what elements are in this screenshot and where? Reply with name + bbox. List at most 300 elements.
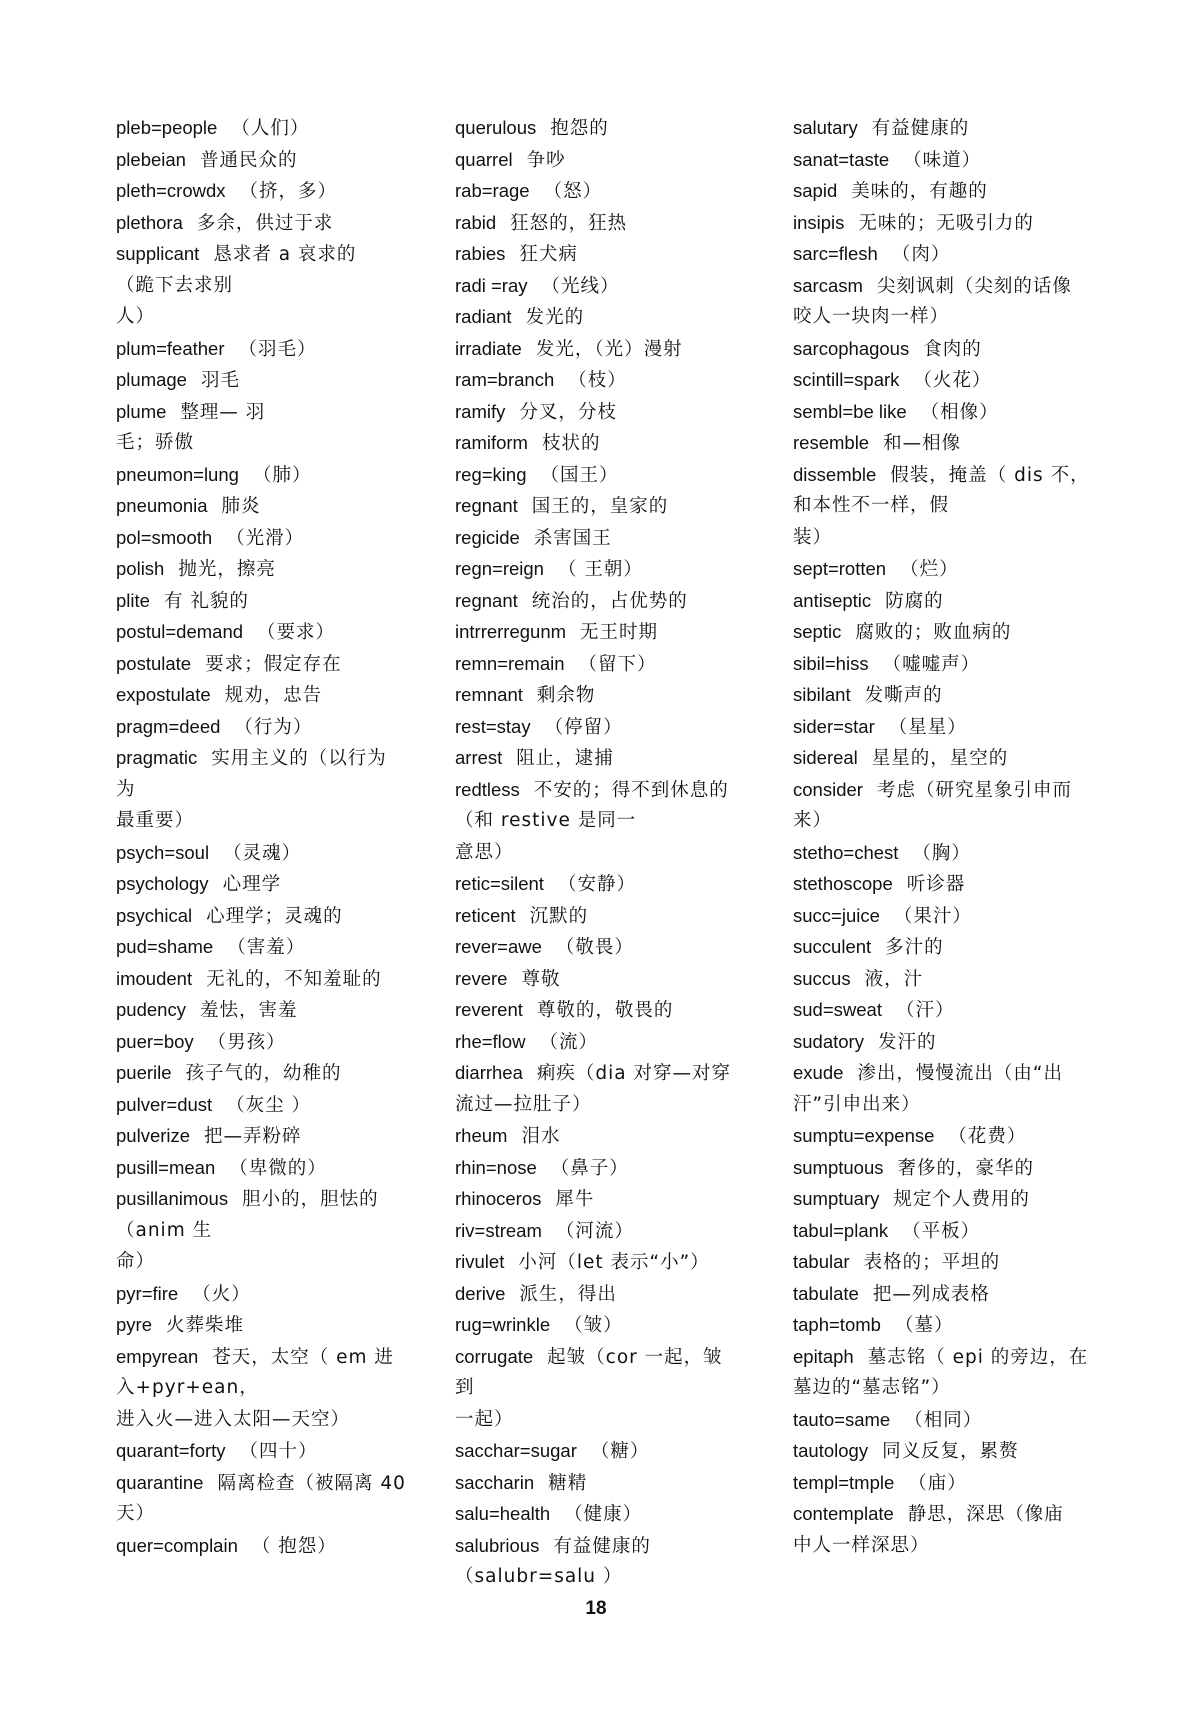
vocab-entry [793, 1183, 1103, 1215]
entry-meaning: 狂犬病 [519, 244, 578, 265]
vocab-entry [116, 1057, 426, 1089]
entry-meaning: 把—列成表格 [872, 1283, 990, 1305]
vocab-entry-continuation [455, 1404, 765, 1436]
vocab-entry [116, 1467, 426, 1499]
vocab-entry [455, 1530, 765, 1562]
entry-meaning: 小河（let 表示“小”） [518, 1252, 710, 1273]
entry-meaning: （停留） [544, 716, 623, 738]
entry-meaning: 统治的，占优势的 [531, 590, 688, 612]
vocab-entry [793, 1498, 1103, 1530]
vocab-entry [793, 616, 1103, 648]
entry-meaning: 羽毛 [200, 370, 240, 391]
entry-word: exude [793, 1062, 844, 1083]
entry-meaning: （跪下去求别 [116, 274, 234, 296]
entry-meaning: 发汗的 [877, 1031, 937, 1053]
entry-word: succus [793, 967, 851, 989]
entry-meaning: （羽毛） [238, 338, 317, 360]
entry-meaning: （光滑） [226, 527, 305, 549]
entry-word: pragmatic [116, 747, 198, 768]
entry-meaning: 中人一样深思） [793, 1534, 930, 1556]
entry-meaning: （男孩） [207, 1031, 286, 1053]
entry-word: radi =ray [455, 274, 528, 296]
entry-word: quarant=forty [116, 1440, 226, 1461]
entry-meaning: （花费） [948, 1126, 1027, 1147]
vocab-entry [455, 1152, 765, 1184]
vocab-entry [455, 333, 765, 365]
entry-meaning: 火葬柴堆 [166, 1315, 245, 1336]
entry-meaning: 进入火—进入太阳—天空） [116, 1408, 351, 1430]
vocab-entry [793, 994, 1103, 1026]
vocab-entry [455, 1246, 765, 1278]
entry-word: sarcophagous [793, 337, 910, 359]
entry-word: revere [455, 967, 508, 989]
entry-meaning: （国王） [540, 464, 619, 486]
vocab-entry [455, 364, 765, 396]
vocab-entry [793, 585, 1103, 617]
entry-meaning: 分叉，分枝 [519, 401, 617, 423]
entry-word: rest=stay [455, 715, 531, 737]
vocab-entry [793, 1120, 1103, 1152]
vocab-entry [455, 1278, 765, 1310]
entry-meaning: 实用主义的（以行为 [211, 748, 387, 769]
entry-meaning: 痢疾（dia 对穿—对穿 [536, 1063, 731, 1084]
entry-meaning: 一起） [455, 1408, 514, 1430]
entry-word: salubrious [455, 1534, 540, 1556]
vocab-entry [116, 742, 426, 774]
page-number: 18 [585, 1598, 607, 1619]
entry-word: sumptuary [793, 1188, 880, 1209]
entry-meaning: 糖精 [548, 1472, 588, 1494]
entry-meaning: （皱） [564, 1315, 623, 1336]
vocab-entry-continuation [793, 301, 1103, 333]
entry-word: dissemble [793, 463, 877, 485]
vocab-entry-continuation [116, 805, 426, 837]
entry-word: sanat=taste [793, 148, 890, 170]
vocab-entry [455, 1309, 765, 1341]
vocab-entry [455, 900, 765, 932]
entry-meaning: 剩余物 [536, 685, 596, 706]
entry-word: pneumonia [116, 495, 208, 516]
entry-meaning: 防腐的 [885, 590, 944, 612]
entry-word: corrugate [455, 1345, 534, 1367]
vocab-entry [116, 994, 426, 1026]
entry-word: consider [793, 778, 863, 800]
vocab-entry [793, 207, 1103, 239]
vocab-entry [455, 1435, 765, 1467]
entry-word: querulous [455, 117, 537, 138]
entry-meaning: 毛；骄傲 [116, 432, 195, 453]
vocab-entry-continuation [116, 427, 426, 459]
entry-meaning: 入+pyr+ean， [116, 1377, 259, 1398]
entry-meaning: 流过—拉肚子） [455, 1093, 592, 1115]
vocab-entry [793, 1152, 1103, 1184]
vocab-entry [116, 963, 426, 995]
entry-word: pol=smooth [116, 526, 213, 548]
vocab-entry [116, 616, 426, 648]
vocab-entry-continuation [455, 1372, 765, 1404]
entry-word: pusill=mean [116, 1156, 216, 1178]
entry-word: regicide [455, 526, 520, 548]
vocab-entry [455, 868, 765, 900]
vocab-entry [116, 648, 426, 680]
entry-word: epitaph [793, 1345, 854, 1367]
entry-word: pyr=fire [116, 1282, 179, 1304]
entry-meaning: （味道） [903, 149, 982, 171]
vocab-entry [116, 207, 426, 239]
entry-meaning: 天） [116, 1503, 156, 1524]
entry-word: puer=boy [116, 1030, 194, 1052]
vocab-entry [116, 175, 426, 207]
vocab-entry [793, 175, 1103, 207]
entry-word: salutary [793, 117, 858, 138]
entry-meaning: 发光的 [525, 307, 585, 328]
vocab-entry-continuation [116, 1246, 426, 1278]
entry-word: saccharin [455, 1471, 535, 1493]
entry-word: pragm=deed [116, 715, 221, 737]
entry-meaning: 规劝，忠告 [224, 685, 323, 706]
entry-meaning: （敬畏） [555, 937, 634, 958]
entry-word: regn=reign [455, 558, 544, 579]
vocab-entry [116, 459, 426, 491]
entry-word: succulent [793, 936, 872, 957]
entry-word: radiant [455, 306, 512, 327]
entry-word: arrest [455, 747, 503, 768]
entry-meaning: （胸） [912, 842, 971, 864]
entry-word: septic [793, 621, 842, 642]
vocab-entry [455, 963, 765, 995]
entry-word: succ=juice [793, 904, 880, 926]
entry-meaning: 有益健康的 [871, 118, 970, 139]
vocab-entry [793, 1341, 1103, 1373]
entry-word: sapid [793, 180, 838, 201]
entry-meaning: （相同） [904, 1409, 983, 1431]
vocab-entry [793, 1467, 1103, 1499]
entry-word: empyrean [116, 1345, 199, 1367]
entry-meaning: 无王时期 [580, 622, 659, 643]
entry-meaning: 尊敬的，敬畏的 [536, 1000, 674, 1021]
entry-word: pudency [116, 999, 186, 1020]
entry-meaning: 无礼的，不知羞耻的 [206, 968, 382, 990]
vocab-entry [455, 459, 765, 491]
vocab-entry [455, 1215, 765, 1247]
entry-word: sudatory [793, 1030, 864, 1052]
entry-meaning: （salubr=salu ） [455, 1566, 623, 1587]
entry-meaning: 杀害国王 [533, 527, 612, 549]
entry-meaning: 心理学 [222, 874, 282, 895]
vocab-entry-continuation [116, 301, 426, 333]
entry-meaning: 人） [116, 306, 156, 327]
entry-word: plumage [116, 369, 187, 390]
entry-meaning: （ 王朝） [557, 559, 643, 580]
vocab-entry [793, 553, 1103, 585]
vocab-entry [793, 1215, 1103, 1247]
entry-meaning: 国王的，皇家的 [531, 496, 669, 517]
entry-meaning: 假装，掩盖（ dis 不， [890, 464, 1090, 486]
entry-word: plume [116, 400, 167, 422]
vocab-entry [116, 1120, 426, 1152]
entry-meaning: （和 restive 是同一 [455, 810, 637, 831]
vocab-entry [116, 679, 426, 711]
vocab-entry [793, 333, 1103, 365]
entry-word: psychical [116, 904, 193, 926]
entry-meaning: 发嘶声的 [864, 685, 943, 706]
entry-word: rever=awe [455, 936, 542, 957]
entry-word: pleth=crowdx [116, 180, 226, 201]
vocab-entry [455, 1341, 765, 1373]
vocab-entry [455, 144, 765, 176]
entry-word: pusillanimous [116, 1188, 229, 1209]
vocab-entry [455, 490, 765, 522]
vocab-entry-continuation [793, 490, 1103, 522]
vocab-entry [455, 931, 765, 963]
entry-meaning: 起皱（cor 一起，皱 [547, 1346, 723, 1368]
entry-word: sibilant [793, 684, 851, 705]
vocab-entry [793, 711, 1103, 743]
entry-word: rhinoceros [455, 1188, 542, 1209]
entry-meaning: 装） [793, 526, 833, 548]
column-1 [116, 112, 426, 1561]
vocab-entry [793, 112, 1103, 144]
entry-word: stethoscope [793, 873, 893, 894]
entry-meaning: （挤，多） [239, 181, 338, 202]
entry-word: tabular [793, 1251, 850, 1272]
vocab-entry [116, 1089, 426, 1121]
entry-word: rhe=flow [455, 1030, 526, 1052]
entry-word: tabul=plank [793, 1219, 889, 1241]
entry-word: quer=complain [116, 1534, 238, 1556]
entry-meaning: 尊敬 [521, 968, 561, 990]
entry-word: sacchar=sugar [455, 1440, 577, 1461]
entry-meaning: 恳求者 a 哀求的 [213, 244, 357, 265]
entry-word: sembl=be like [793, 400, 907, 422]
vocab-entry-continuation [116, 1215, 426, 1247]
entry-meaning: （卑微的） [229, 1157, 327, 1179]
vocab-entry [116, 868, 426, 900]
entry-word: ramify [455, 400, 506, 422]
vocab-entry [793, 364, 1103, 396]
vocab-entry [455, 396, 765, 428]
entry-word: scintill=spark [793, 369, 900, 390]
entry-meaning: 听诊器 [906, 874, 966, 895]
entry-meaning: （烂） [900, 559, 959, 580]
entry-word: rheum [455, 1125, 508, 1146]
vocab-entry [793, 1278, 1103, 1310]
vocab-entry [793, 900, 1103, 932]
entry-meaning: 不安的；得不到休息的 [533, 779, 729, 801]
vocab-entry-continuation [793, 1089, 1103, 1121]
vocab-entry [793, 459, 1103, 491]
entry-meaning: 表格的；平坦的 [863, 1252, 1001, 1273]
entry-word: plethora [116, 211, 183, 233]
entry-word: sumptu=expense [793, 1125, 935, 1146]
entry-meaning: 静思，深思（像庙 [907, 1504, 1064, 1525]
vocab-entry [116, 490, 426, 522]
entry-word: imoudent [116, 967, 193, 989]
entry-meaning: 有 礼貌的 [163, 590, 249, 612]
vocab-entry [116, 585, 426, 617]
vocab-entry [116, 522, 426, 554]
vocab-entry [116, 144, 426, 176]
entry-word: pud=shame [116, 936, 214, 957]
vocab-entry [116, 931, 426, 963]
entry-word: antiseptic [793, 589, 872, 611]
entry-word: riv=stream [455, 1219, 542, 1241]
entry-meaning: （糖） [590, 1441, 650, 1462]
entry-word: remnant [455, 684, 523, 705]
vocab-entry-continuation [455, 805, 765, 837]
entry-meaning: 意思） [455, 841, 514, 863]
vocab-entry [793, 648, 1103, 680]
vocab-entry [116, 837, 426, 869]
vocab-entry-continuation [116, 270, 426, 302]
vocab-entry [455, 522, 765, 554]
vocab-entry [116, 1183, 426, 1215]
vocab-entry [455, 994, 765, 1026]
vocab-entry [116, 364, 426, 396]
entry-meaning: （人们） [231, 118, 310, 139]
entry-word: tautology [793, 1440, 869, 1461]
entry-meaning: 多余，供过于求 [196, 212, 334, 234]
vocab-entry [455, 553, 765, 585]
vocab-entry [455, 1026, 765, 1058]
vocab-entry [455, 1467, 765, 1499]
entry-word: ram=branch [455, 369, 555, 390]
entry-word: sumptuous [793, 1156, 884, 1178]
entry-word: postul=demand [116, 621, 244, 642]
entry-word: rhin=nose [455, 1156, 537, 1178]
entry-meaning: 和本性不一样，假 [793, 495, 950, 516]
vocab-entry [116, 900, 426, 932]
vocab-entry [116, 1278, 426, 1310]
entry-word: pneumon=lung [116, 463, 239, 485]
entry-word: plebeian [116, 148, 186, 170]
entry-meaning: （肺） [252, 464, 312, 486]
entry-word: postulate [116, 652, 192, 674]
vocab-entry [793, 270, 1103, 302]
entry-word: pulver=dust [116, 1093, 213, 1115]
entry-meaning: 尖刻讽刺（尖刻的话像 [876, 275, 1072, 297]
entry-word: psych=soul [116, 841, 210, 863]
vocab-entry [793, 1057, 1103, 1089]
vocab-entry [793, 1309, 1103, 1341]
entry-word: quarantine [116, 1471, 204, 1493]
vocab-entry [455, 427, 765, 459]
vocab-entry [793, 1026, 1103, 1058]
entry-meaning: 泪水 [521, 1126, 561, 1147]
column-2 [455, 112, 765, 1593]
entry-meaning: （庙） [908, 1472, 967, 1494]
entry-word: insipis [793, 211, 845, 233]
entry-meaning: （灰尘 ） [226, 1094, 312, 1116]
entry-word: diarrhea [455, 1062, 523, 1083]
entry-meaning: （灵魂） [223, 842, 302, 864]
vocab-entry [116, 396, 426, 428]
entry-meaning: 枝状的 [541, 433, 601, 454]
entry-meaning: （安静） [557, 874, 636, 895]
entry-word: templ=tmple [793, 1471, 895, 1493]
entry-meaning: 派生，得出 [519, 1283, 617, 1305]
vocab-entry-continuation [455, 1561, 765, 1593]
entry-meaning: 争吵 [526, 149, 566, 171]
entry-word: tabulate [793, 1282, 859, 1304]
vocab-entry-continuation [793, 805, 1103, 837]
entry-word: plite [116, 589, 150, 611]
entry-word: quarrel [455, 148, 513, 170]
vocab-entry [116, 1026, 426, 1058]
entry-meaning: （流） [539, 1031, 598, 1053]
entry-word: puerile [116, 1062, 172, 1083]
entry-meaning: 墓边的“墓志铭”） [793, 1377, 951, 1398]
entry-meaning: 到 [455, 1377, 475, 1398]
entry-meaning: （行为） [234, 716, 313, 738]
vocab-entry [793, 427, 1103, 459]
entry-meaning: 普通民众的 [199, 149, 298, 171]
entry-meaning: 液，汁 [864, 968, 924, 990]
vocab-entry [793, 144, 1103, 176]
entry-meaning: （平板） [902, 1220, 981, 1242]
entry-word: rug=wrinkle [455, 1314, 551, 1335]
entry-meaning: （河流） [555, 1220, 634, 1242]
vocab-entry-continuation [455, 1089, 765, 1121]
vocab-entry [116, 711, 426, 743]
entry-meaning: （星星） [888, 716, 967, 738]
entry-word: stetho=chest [793, 841, 899, 863]
entry-meaning: 胆小的，胆怯的 [242, 1189, 379, 1210]
entry-word: sarc=flesh [793, 243, 878, 264]
entry-word: plum=feather [116, 337, 225, 359]
entry-word: irradiate [455, 337, 522, 359]
entry-meaning: 星星的，星空的 [871, 748, 1009, 769]
vocab-entry [455, 238, 765, 270]
entry-word: rab=rage [455, 180, 530, 201]
entry-meaning: 把—弄粉碎 [204, 1126, 302, 1147]
vocab-entry [793, 1404, 1103, 1436]
vocab-entry [116, 1152, 426, 1184]
vocab-entry-continuation [793, 1372, 1103, 1404]
vocab-entry [455, 112, 765, 144]
entry-meaning: （枝） [568, 370, 627, 391]
entry-word: pleb=people [116, 117, 218, 138]
entry-meaning: （火） [192, 1283, 251, 1305]
entry-meaning: 整理— 羽 [180, 401, 266, 423]
entry-meaning: 渗出，慢慢流出（由“出 [857, 1063, 1063, 1084]
entry-word: reticent [455, 904, 516, 926]
entry-word: ramiform [455, 432, 528, 453]
entry-word: sarcasm [793, 274, 863, 296]
entry-meaning: 阻止，逮捕 [516, 748, 614, 769]
entry-meaning: 狂怒的，狂热 [510, 212, 628, 234]
entry-word: pyre [116, 1314, 152, 1335]
vocab-entry [455, 742, 765, 774]
vocab-entry [116, 1530, 426, 1562]
entry-meaning: 心理学；灵魂的 [206, 905, 343, 927]
entry-meaning: 美味的，有趣的 [851, 181, 988, 202]
entry-word: salu=health [455, 1503, 551, 1524]
entry-meaning: （墓） [894, 1315, 954, 1336]
vocab-entry-continuation [793, 1530, 1103, 1562]
entry-meaning: 奢侈的，豪华的 [897, 1157, 1035, 1179]
entry-meaning: 考虑（研究星象引申而 [876, 779, 1072, 801]
entry-meaning: 多汁的 [885, 937, 944, 958]
entry-meaning: （汗） [895, 1000, 955, 1021]
vocab-entry [116, 333, 426, 365]
entry-word: rivulet [455, 1251, 505, 1272]
entry-meaning: 隔离检查（被隔离 40 [217, 1472, 406, 1494]
entry-meaning: 羞怯，害羞 [199, 1000, 298, 1021]
entry-meaning: 规定个人费用的 [893, 1189, 1030, 1210]
entry-word: tauto=same [793, 1408, 891, 1430]
vocab-entry [793, 396, 1103, 428]
